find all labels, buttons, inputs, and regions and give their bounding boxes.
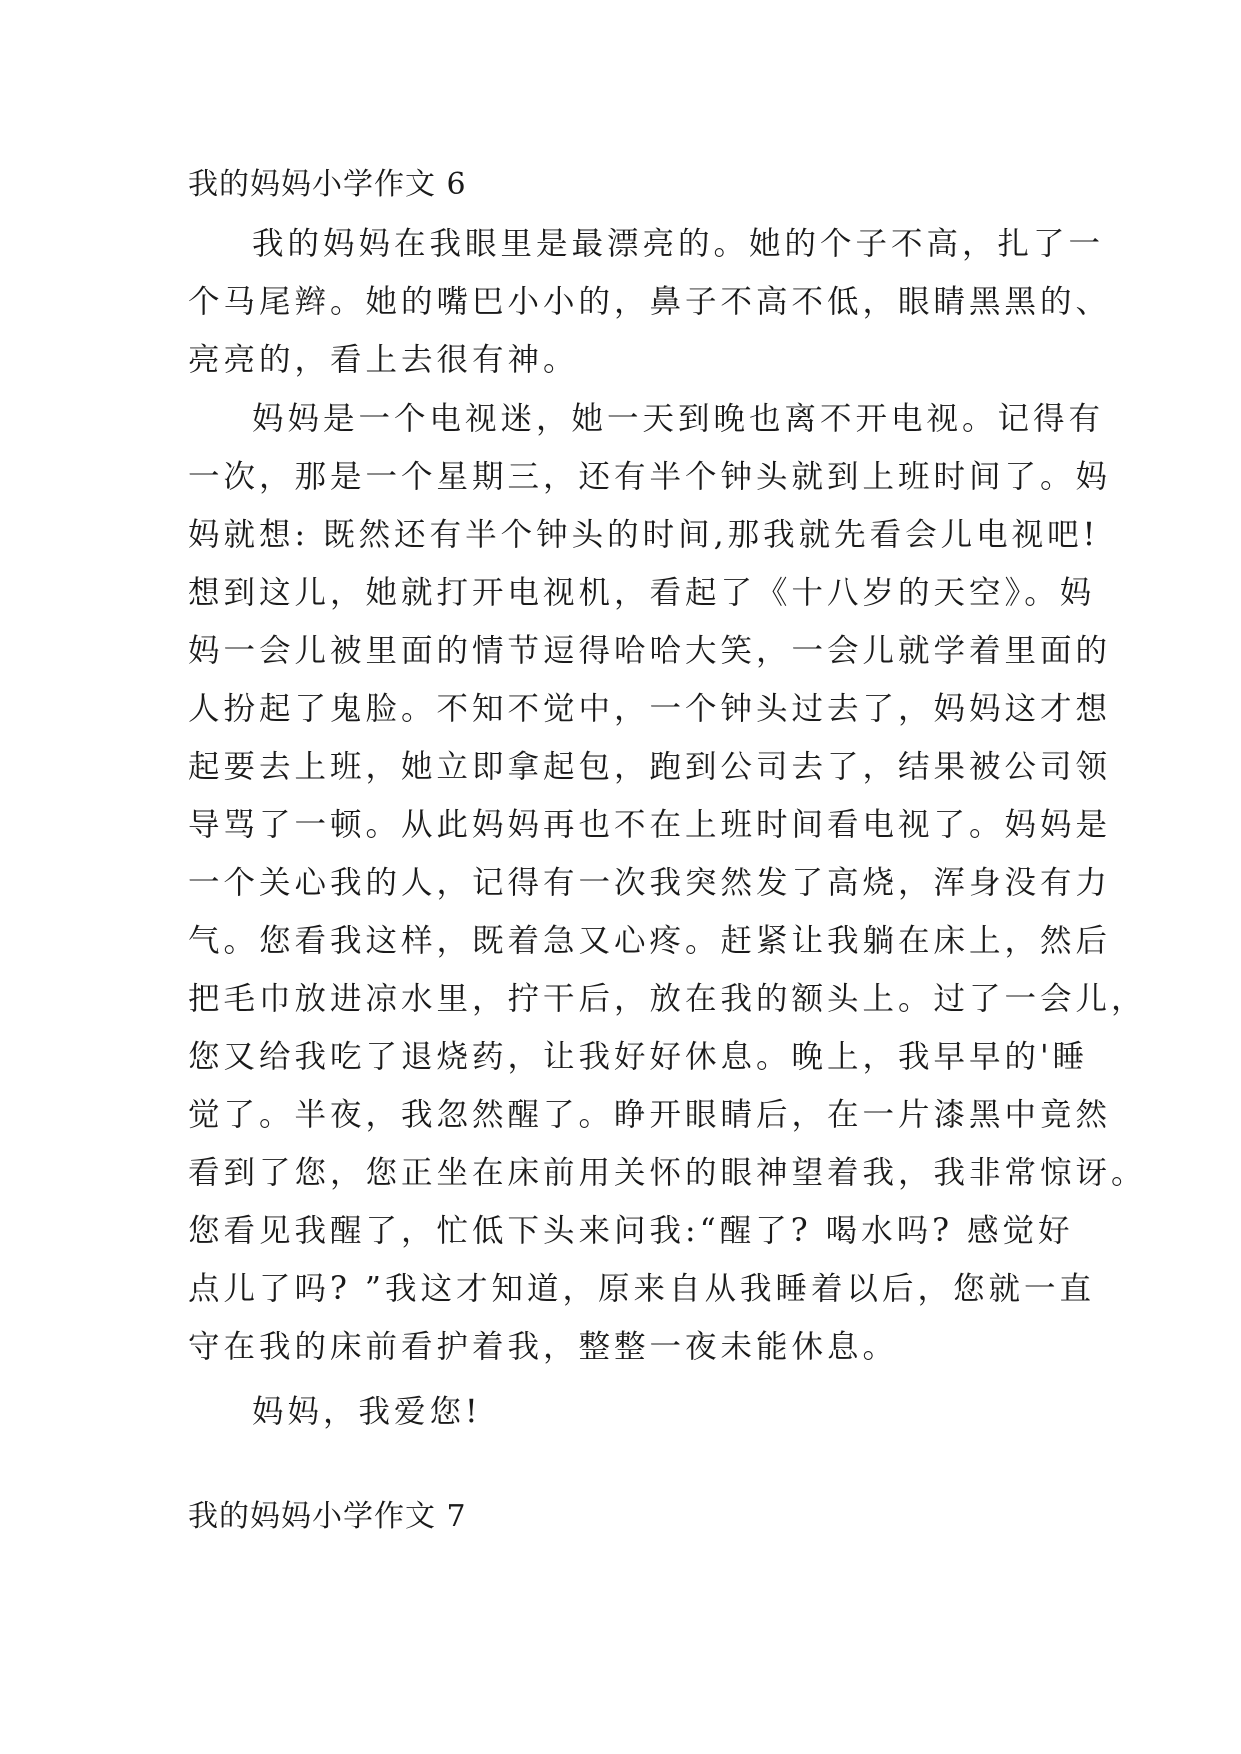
paragraph-line: 您又给我吃了退烧药，让我好好休息。晚上，我早早的'睡: [188, 1039, 1089, 1075]
paragraph-line: 导骂了一顿。从此妈妈再也不在上班时间看电视了。妈妈是: [188, 807, 1112, 843]
paragraph-line: 我的妈妈在我眼里是最漂亮的。她的个子不高，扎了一: [252, 226, 1105, 262]
paragraph-line: 个马尾辫。她的嘴巴小小的，鼻子不高不低，眼睛黑黑的、: [188, 284, 1112, 320]
paragraph-line: 想到这儿，她就打开电视机，看起了《十八岁的天空》。妈: [188, 575, 1096, 611]
paragraph-line: 人扮起了鬼脸。不知不觉中，一个钟头过去了，妈妈这才想: [188, 691, 1112, 727]
paragraph-line: 一个关心我的人，记得有一次我突然发了高烧，浑身没有力: [188, 865, 1112, 901]
paragraph-appearance: [188, 215, 1112, 389]
paragraph-line: 妈就想: 既然还有半个钟头的时间,那我就先看会儿电视吧!: [188, 517, 1100, 553]
paragraph-tv-and-care: [188, 390, 1147, 1376]
paragraph-line: 把毛巾放进凉水里，拧干后，放在我的额头上。过了一会儿，: [188, 981, 1147, 1017]
paragraph-closing: [188, 1383, 1088, 1441]
paragraph-line: 妈妈是一个电视迷，她一天到晚也离不开电视。记得有: [252, 401, 1105, 437]
paragraph-line: 守在我的床前看护着我，整整一夜未能休息。: [188, 1329, 899, 1365]
paragraph-line: 点儿了吗? ”我这才知道，原来自从我睡着以后，您就一直: [188, 1271, 1096, 1307]
essay-heading-6: 我的妈妈小学作文 6: [188, 167, 467, 202]
essay-heading-7: 我的妈妈小学作文 7: [188, 1499, 467, 1534]
paragraph-line: 起要去上班，她立即拿起包，跑到公司去了，结果被公司领: [188, 749, 1112, 785]
paragraph-line: 看到了您，您正坐在床前用关怀的眼神望着我，我非常惊讶。: [188, 1155, 1147, 1191]
paragraph-line: 气。您看我这样，既着急又心疼。赶紧让我躺在床上，然后: [188, 923, 1112, 959]
paragraph-line: 亮亮的，看上去很有神。: [188, 342, 579, 378]
paragraph-line: 您看见我醒了，忙低下头来问我:“醒了? 喝水吗? 感觉好: [188, 1213, 1074, 1249]
paragraph-line: 妈妈，我爱您!: [252, 1394, 482, 1430]
paragraph-line: 觉了。半夜，我忽然醒了。睁开眼睛后，在一片漆黑中竟然: [188, 1097, 1112, 1133]
paragraph-line: 一次，那是一个星期三，还有半个钟头就到上班时间了。妈: [188, 459, 1112, 495]
paragraph-line: 妈一会儿被里面的情节逗得哈哈大笑，一会儿就学着里面的: [188, 633, 1112, 669]
